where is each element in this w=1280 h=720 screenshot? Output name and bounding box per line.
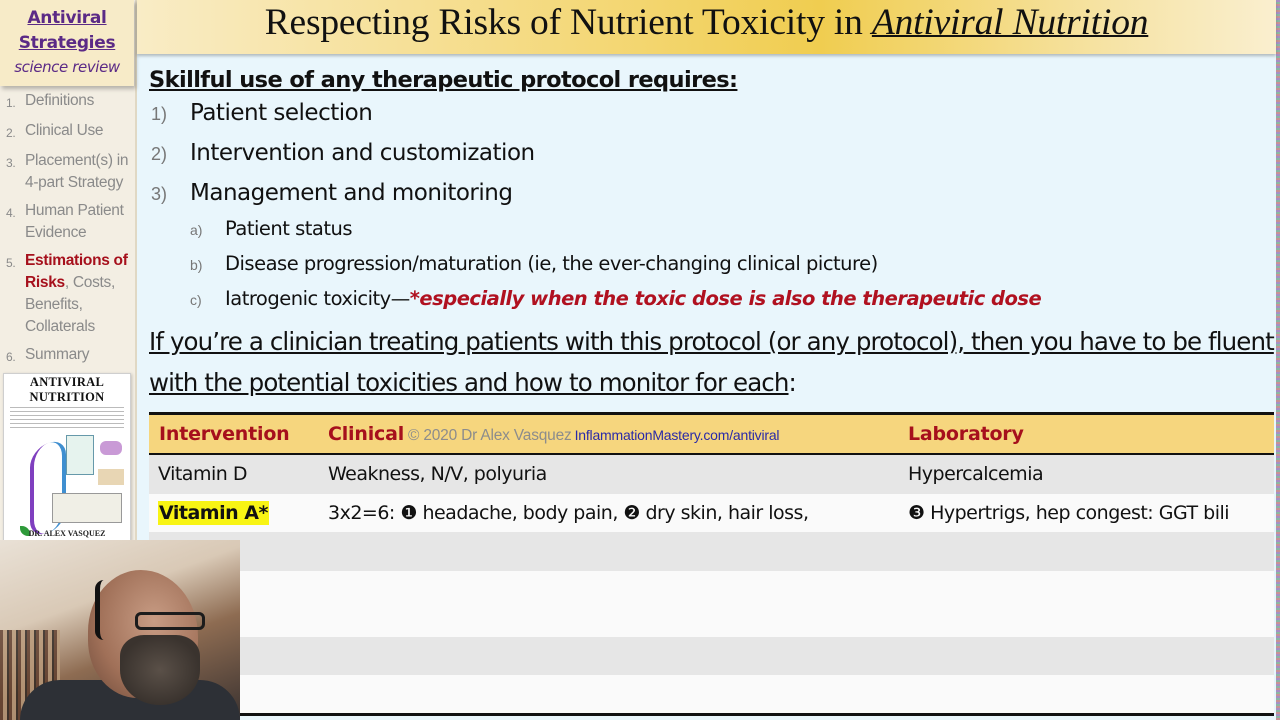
table-row	[149, 675, 1274, 714]
sidebar-item-summary[interactable]	[6, 344, 136, 368]
sidebar-item-placement[interactable]	[6, 150, 136, 194]
slide-title-emphasis: Antiviral Nutrition	[871, 2, 1149, 43]
sidebar-nav	[6, 90, 136, 374]
requirements-list	[149, 100, 1274, 220]
step-label: Intervention and customization	[190, 140, 535, 166]
step-number: 3)	[151, 184, 168, 204]
brand-subtitle: science review	[14, 58, 120, 76]
cell-intervention	[149, 502, 328, 524]
table-bottom-rule	[240, 713, 1274, 716]
list-item	[149, 180, 1274, 220]
nav-label: Summary	[25, 346, 90, 363]
lead-heading: Skillful use of any therapeutic protocol requires:	[149, 67, 738, 93]
header-clinical-label: Clinical	[328, 423, 405, 445]
step-label: Management and monitoring	[190, 180, 513, 206]
cell-intervention: Vitamin D	[158, 463, 247, 486]
substep-emphasis: *especially when the toxic dose is also the therapeutic dose	[409, 287, 1042, 310]
copyright-notice: © 2020 Dr Alex Vasquez	[408, 427, 572, 444]
nav-label-rest: , Costs, Benefits, Collaterals	[25, 274, 116, 335]
table-row	[149, 455, 1274, 494]
header-clinical	[328, 423, 908, 445]
presenter-beard	[120, 635, 200, 705]
slide-body	[149, 60, 1274, 403]
nav-number: 2.	[6, 126, 16, 140]
substep-letter: c)	[190, 292, 202, 308]
table-row	[149, 494, 1274, 533]
nav-label: Placement(s) in 4-part Strategy	[25, 152, 129, 191]
table-header-row	[149, 415, 1274, 455]
warning-underlined: If you’re a clinician treating patients with this protocol (or any protocol), then you have to be fluent with the potential toxicities and how to monitor for each	[149, 327, 1274, 397]
monitoring-sublist	[190, 217, 1274, 322]
header-laboratory: Laboratory	[908, 423, 1024, 445]
step-number: 2)	[151, 144, 168, 164]
substep-letter: b)	[190, 257, 203, 273]
slide-title-bar	[137, 0, 1276, 54]
brand-title-line1: Antiviral	[27, 8, 107, 28]
nav-number: 1.	[6, 96, 16, 110]
step-label: Patient selection	[190, 100, 373, 126]
headset-icon	[95, 580, 113, 640]
book-subtitle-lines	[10, 407, 124, 429]
list-item	[190, 287, 1274, 322]
nav-label: Definitions	[25, 92, 95, 109]
table-row	[149, 637, 1274, 676]
table-row	[149, 571, 1274, 637]
list-item	[149, 100, 1274, 140]
nav-number: 3.	[6, 156, 16, 170]
list-item	[149, 140, 1274, 180]
substep-label-text: Iatrogenic toxicity—	[225, 287, 410, 310]
nav-number: 6.	[6, 350, 16, 364]
glasses-icon	[135, 612, 205, 630]
brand-block[interactable]	[0, 0, 134, 86]
list-item	[190, 252, 1274, 287]
substep-letter: a)	[190, 222, 203, 238]
book-cover-image[interactable]	[3, 373, 131, 541]
slide-title-main: Respecting Risks of Nutrient Toxicity in	[264, 2, 872, 43]
substep-label: Disease progression/maturation (ie, the ever-changing clinical picture)	[225, 252, 878, 275]
slide-title	[265, 2, 1149, 43]
nav-number: 5.	[6, 256, 16, 270]
cell-clinical: 3x2=6: ❶ headache, body pain, ❷ dry skin, hair loss,	[328, 501, 809, 524]
nav-label-highlight: Estimations of Risks	[25, 252, 128, 291]
nav-label	[25, 250, 136, 338]
step-number: 1)	[151, 104, 168, 124]
book-title: ANTIVIRAL NUTRITION	[29, 375, 105, 404]
sidebar-item-clinical-use[interactable]	[6, 120, 136, 144]
cell-clinical: Weakness, N/V, polyuria	[328, 463, 547, 486]
dna-diagram-icon	[12, 433, 122, 533]
clinician-warning	[149, 322, 1274, 403]
source-link[interactable]: InflammationMastery.com/antiviral	[574, 427, 780, 443]
nav-label: Clinical Use	[25, 122, 104, 139]
list-item	[190, 217, 1274, 252]
sidebar-item-definitions[interactable]	[6, 90, 136, 114]
nav-number: 4.	[6, 206, 16, 220]
header-intervention: Intervention	[159, 423, 290, 445]
highlighted-intervention: Vitamin A*	[159, 501, 268, 524]
sidebar-item-human-evidence[interactable]	[6, 200, 136, 244]
substep-label: Patient status	[225, 217, 353, 240]
book-author: DR. ALEX VASQUEZ	[28, 529, 106, 538]
sidebar-item-estimations-of-risks[interactable]	[6, 250, 136, 338]
table-row	[149, 532, 1274, 571]
brand-title-line2: Strategies	[18, 33, 116, 53]
cell-laboratory: Hypercalcemia	[908, 463, 1044, 486]
video-edge-artifact	[1276, 0, 1280, 720]
nav-label: Human Patient Evidence	[25, 202, 124, 241]
toxicity-table	[149, 412, 1274, 714]
presenter-webcam	[0, 540, 240, 720]
warning-tail: :	[788, 367, 796, 397]
substep-label	[225, 287, 1041, 310]
cell-laboratory: ❸ Hypertrigs, hep congest: GGT bili	[908, 501, 1230, 524]
